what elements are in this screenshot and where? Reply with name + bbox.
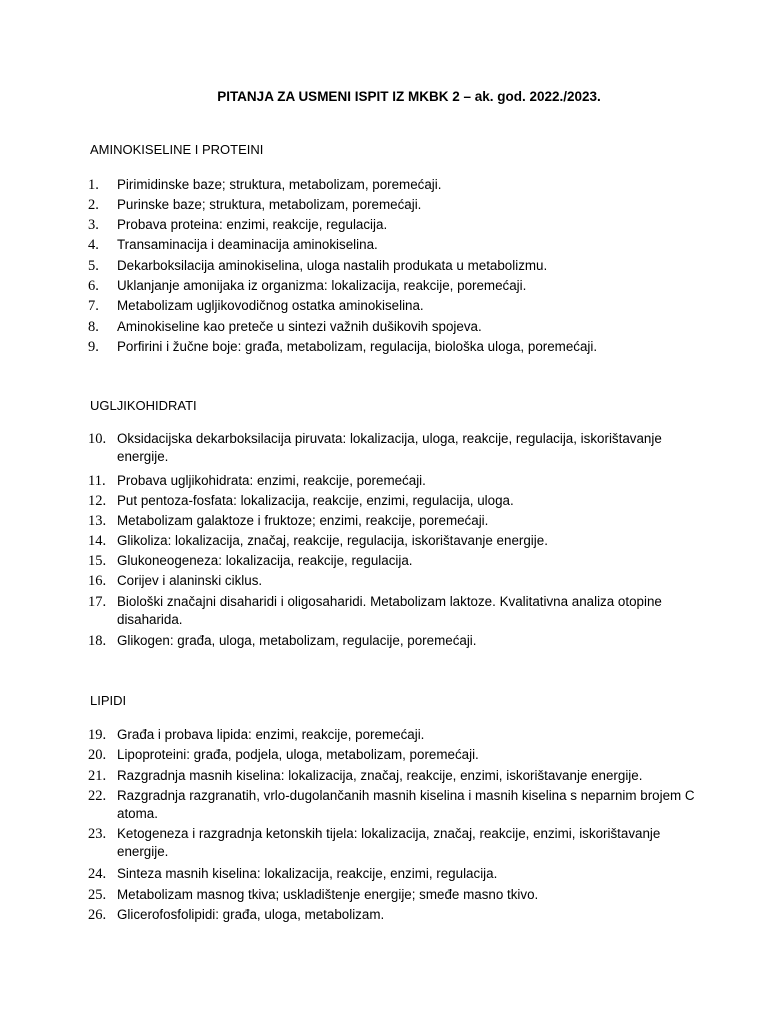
- list-item: [88, 552, 708, 570]
- item-number: 19.: [88, 727, 107, 743]
- item-number: 8.: [88, 319, 99, 335]
- item-text: Glukoneogeneza: lokalizacija, reakcije, regulacija.: [117, 553, 413, 568]
- item-number: 11.: [88, 473, 106, 489]
- item-text: Metabolizam masnog tkiva; uskladištenje energije; smeđe masno tkivo.: [117, 887, 539, 902]
- list-item: [88, 593, 708, 629]
- item-number: 17.: [88, 594, 107, 610]
- item-number: 18.: [88, 633, 107, 649]
- section-heading-ugljikohidrati: UGLJIKOHIDRATI: [90, 398, 197, 413]
- item-number: 14.: [88, 533, 107, 549]
- item-text: Uklanjanje amonijaka iz organizma: lokalizacija, reakcije, poremećaji.: [117, 278, 527, 293]
- item-number: 3.: [88, 217, 99, 233]
- list-item: [88, 277, 708, 295]
- item-text: Glikoliza: lokalizacija, značaj, reakcije, regulacija, iskorištavanje energije.: [117, 533, 548, 548]
- item-text: Put pentoza-fosfata: lokalizacija, reakcije, enzimi, regulacija, uloga.: [117, 493, 514, 508]
- list-item: [88, 338, 708, 356]
- list-item: [88, 632, 708, 650]
- list-item: [88, 886, 708, 904]
- item-number: 21.: [88, 768, 107, 784]
- item-number: 24.: [88, 866, 107, 882]
- item-text: Dekarboksilacija aminokiselina, uloga nastalih produkata u metabolizmu.: [117, 258, 548, 273]
- list-item: [88, 865, 708, 883]
- item-number: 22.: [88, 788, 107, 804]
- list-item: [88, 236, 708, 254]
- item-number: 2.: [88, 197, 99, 213]
- list-item: [88, 572, 708, 590]
- item-text: Glicerofosfolipidi: građa, uloga, metabolizam.: [117, 907, 385, 922]
- item-text: Probava ugljikohidrata: enzimi, reakcije, poremećaji.: [117, 473, 426, 488]
- item-text: Probava proteina: enzimi, reakcije, regulacija.: [117, 217, 388, 232]
- item-text: Corijev i alaninski ciklus.: [117, 573, 263, 588]
- document-title: PITANJA ZA USMENI ISPIT IZ MKBK 2 – ak. god. 2022./2023.: [217, 89, 601, 104]
- list-item: [88, 257, 708, 275]
- item-number: 13.: [88, 513, 107, 529]
- item-text: Aminokiseline kao preteče u sintezi važnih dušikovih spojeva.: [117, 319, 482, 334]
- item-number: 1.: [88, 177, 99, 193]
- item-number: 12.: [88, 493, 107, 509]
- list-item: [88, 825, 708, 861]
- list-item: [88, 492, 708, 510]
- item-number: 6.: [88, 278, 99, 294]
- list-item: [88, 726, 708, 744]
- list-item: [88, 318, 708, 336]
- list-item: [88, 787, 708, 823]
- list-item: [88, 906, 708, 924]
- item-number: 9.: [88, 339, 99, 355]
- item-text: Lipoproteini: građa, podjela, uloga, metabolizam, poremećaji.: [117, 747, 479, 762]
- item-text: Purinske baze; struktura, metabolizam, poremećaji.: [117, 197, 422, 212]
- section-heading-aminokiseline: AMINOKISELINE I PROTEINI: [90, 142, 264, 157]
- item-number: 7.: [88, 298, 99, 314]
- item-number: 16.: [88, 573, 107, 589]
- item-text: Porfirini i žučne boje: građa, metabolizam, regulacija, biološka uloga, poremećaji.: [117, 339, 598, 354]
- list-item: [88, 196, 708, 214]
- item-number: 5.: [88, 258, 99, 274]
- item-text: Transaminacija i deaminacija aminokiselina.: [117, 237, 378, 252]
- list-item: [88, 472, 708, 490]
- item-text: Razgradnja razgranatih, vrlo-dugolančanih masnih kiselina i masnih kiselina s neparnim brojem C atoma.: [117, 788, 695, 821]
- item-number: 26.: [88, 907, 107, 923]
- list-item: [88, 532, 708, 550]
- item-text: Sinteza masnih kiselina: lokalizacija, reakcije, enzimi, regulacija.: [117, 866, 498, 881]
- item-number: 15.: [88, 553, 107, 569]
- list-item: [88, 746, 708, 764]
- list-item: [88, 430, 708, 466]
- item-text: Razgradnja masnih kiselina: lokalizacija, značaj, reakcije, enzimi, iskorištavanje energije.: [117, 768, 643, 783]
- section-heading-lipidi: LIPIDI: [90, 693, 127, 708]
- list-item: [88, 767, 708, 785]
- list-item: [88, 512, 708, 530]
- item-number: 23.: [88, 826, 107, 842]
- item-text: Građa i probava lipida: enzimi, reakcije, poremećaji.: [117, 727, 425, 742]
- item-text: Oksidacijska dekarboksilacija piruvata: lokalizacija, uloga, reakcije, regulacija, iskorištavanje energije.: [117, 431, 662, 464]
- item-text: Glikogen: građa, uloga, metabolizam, regulacije, poremećaji.: [117, 633, 477, 648]
- item-text: Biološki značajni disaharidi i oligosaharidi. Metabolizam laktoze. Kvalitativna analiza otopine disaharida.: [117, 594, 662, 627]
- item-number: 25.: [88, 887, 107, 903]
- item-text: Pirimidinske baze; struktura, metabolizam, poremećaji.: [117, 177, 442, 192]
- item-text: Metabolizam galaktoze i fruktoze; enzimi, reakcije, poremećaji.: [117, 513, 489, 528]
- item-number: 10.: [88, 431, 107, 447]
- list-item: [88, 216, 708, 234]
- list-item: [88, 297, 708, 315]
- list-item: [88, 176, 708, 194]
- item-number: 20.: [88, 747, 107, 763]
- item-number: 4.: [88, 237, 99, 253]
- item-text: Metabolizam ugljikovodičnog ostatka aminokiselina.: [117, 298, 424, 313]
- item-text: Ketogeneza i razgradnja ketonskih tijela: lokalizacija, značaj, reakcije, enzimi, iskorištavanje energije.: [117, 826, 661, 859]
